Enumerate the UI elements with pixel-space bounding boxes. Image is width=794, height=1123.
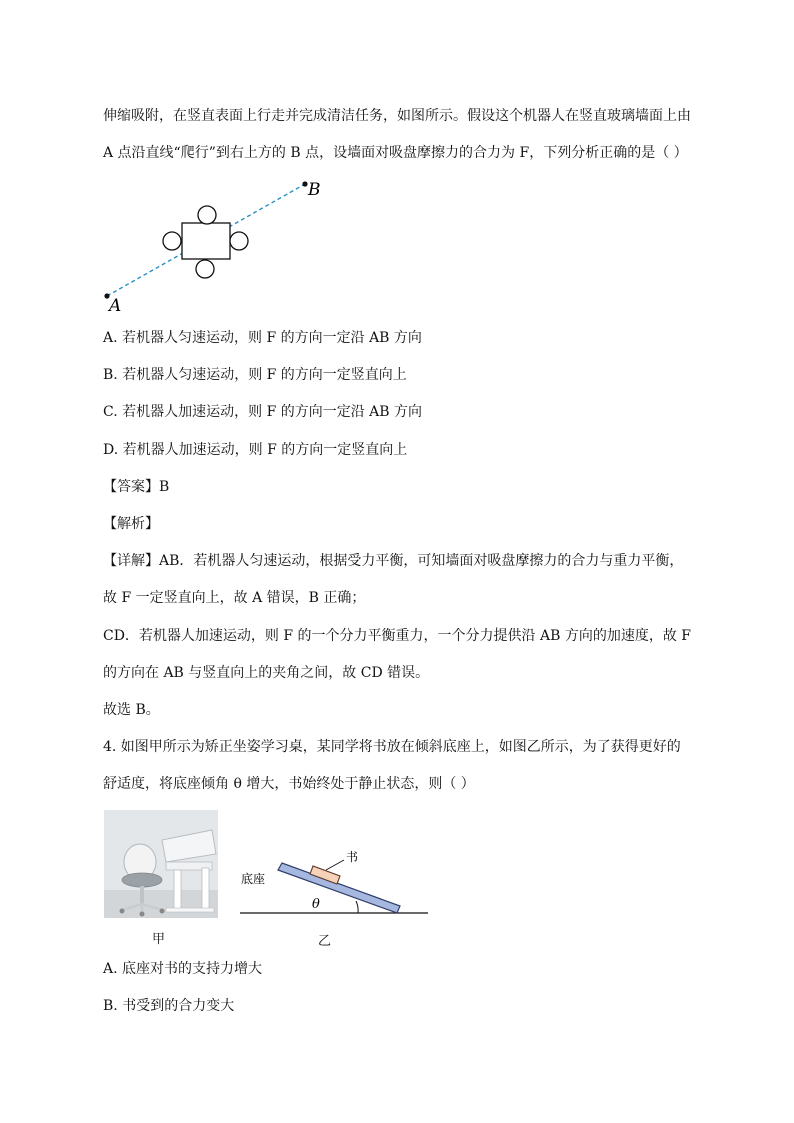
q3-option-c: C. 若机器人加速运动，则 F 的方向一定沿 AB 方向 (103, 404, 423, 420)
label-b: B (308, 180, 321, 200)
angle-arc (356, 901, 358, 913)
label-book: 书 (346, 850, 359, 864)
caption-jia: 甲 (152, 932, 166, 947)
robot-body (182, 223, 230, 259)
label-base: 底座 (241, 872, 266, 886)
q4-option-a: A. 底座对书的支持力增大 (103, 961, 263, 977)
q3-option-b: B. 若机器人匀速运动，则 F 的方向一定竖直向上 (103, 367, 407, 383)
q4-line-2: 舒适度，将底座倾角 θ 增大，书始终处于静止状态，则（ ） (103, 776, 475, 792)
book-pointer (326, 860, 344, 870)
q4-option-b: B. 书受到的合力变大 (103, 998, 235, 1014)
intro-line-2: A 点沿直线“爬行”到右上方的 B 点，设墙面对吸盘摩擦力的合力为 F，下列分析正确的是（ ） (103, 145, 688, 161)
desk-photo (104, 810, 218, 918)
point-b-dot (302, 181, 307, 186)
suction-cup-left (163, 232, 181, 250)
suction-cup-top (198, 206, 216, 224)
detail-line-2: 故 F 一定竖直向上，故 A 错误，B 正确； (103, 590, 366, 606)
q3-option-a: A. 若机器人匀速运动，则 F 的方向一定沿 AB 方向 (103, 330, 422, 346)
incline-base (278, 863, 400, 913)
caption-yi: 乙 (318, 934, 332, 949)
intro-line-1: 伸缩吸附，在竖直表面上行走并完成清洁任务，如图所示。假设这个机器人在竖直玻璃墙面上由 (103, 108, 691, 124)
detail-line-3: CD．若机器人加速运动，则 F 的一个分力平衡重力，一个分力提供沿 AB 方向的加速度，故 F (103, 628, 692, 644)
suction-cup-right (230, 232, 248, 250)
incline-diagram (240, 848, 440, 923)
detail-line-1: 【详解】AB．若机器人匀速运动，根据受力平衡，可知墙面对吸盘摩擦力的合力与重力平衡， (103, 553, 684, 569)
q4-line-1: 4. 如图甲所示为矫正坐姿学习桌，某同学将书放在倾斜底座上，如图乙所示，为了获得更好的 (103, 739, 681, 755)
label-angle: θ (312, 897, 320, 912)
answer: 【答案】B (103, 479, 170, 495)
detail-line-4: 的方向在 AB 与竖直向上的夹角之间，故 CD 错误。 (103, 665, 430, 681)
suction-cup-bottom (196, 260, 214, 278)
detail-line-5: 故选 B。 (103, 702, 160, 718)
analysis-title: 【解析】 (103, 516, 159, 532)
q3-option-d: D. 若机器人加速运动，则 F 的方向一定竖直向上 (103, 442, 408, 458)
label-a: A (109, 296, 122, 315)
robot-diagram (95, 175, 335, 315)
